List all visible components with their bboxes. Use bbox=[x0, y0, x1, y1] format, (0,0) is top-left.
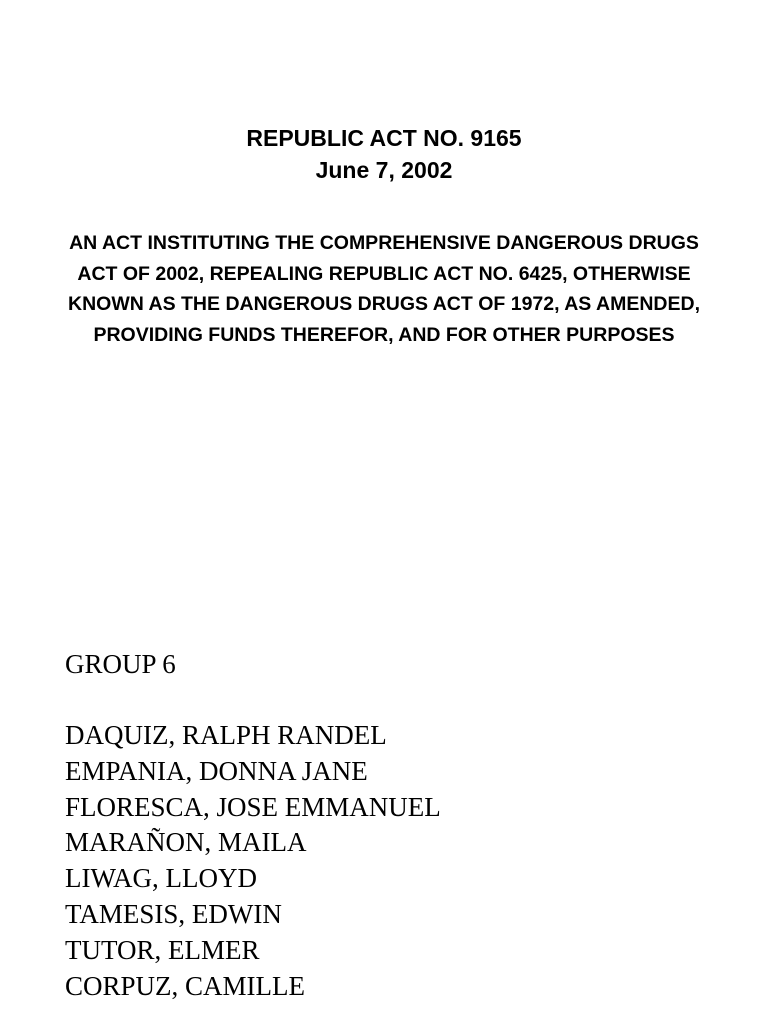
member-name: EMPANIA, DONNA JANE bbox=[65, 755, 368, 786]
member-name: TAMESIS, EDWIN bbox=[65, 898, 282, 929]
member-name: FLORESCA, JOSE EMMANUEL bbox=[65, 791, 441, 822]
act-date: June 7, 2002 bbox=[315, 157, 453, 183]
act-subtitle: AN ACT INSTITUTING THE COMPREHENSIVE DANGEROUS DRUGS ACT OF 2002, REPEALING REPUBLIC ACT NO. 6425, OTHERWISE KNOWN AS THE DANGEROUS DRUGS ACT OF 1972, AS AMENDED, PROVIDING FUNDS THEREFOR, AND FOR OTHER PURPOSES bbox=[68, 232, 700, 346]
member-name: TUTOR, ELMER bbox=[65, 934, 260, 965]
act-title: REPUBLIC ACT NO. 9165 bbox=[246, 125, 522, 151]
member-name: CORPUZ, CAMILLE bbox=[65, 970, 306, 1001]
member-name: DAQUIZ, RALPH RANDEL bbox=[65, 720, 387, 750]
member-list bbox=[65, 718, 441, 1004]
member-name: MARAÑON, MAILA bbox=[65, 827, 307, 858]
group-label: GROUP 6 bbox=[65, 649, 176, 679]
member-name: LIWAG, LLOYD bbox=[65, 863, 257, 894]
title-block bbox=[0, 122, 768, 186]
